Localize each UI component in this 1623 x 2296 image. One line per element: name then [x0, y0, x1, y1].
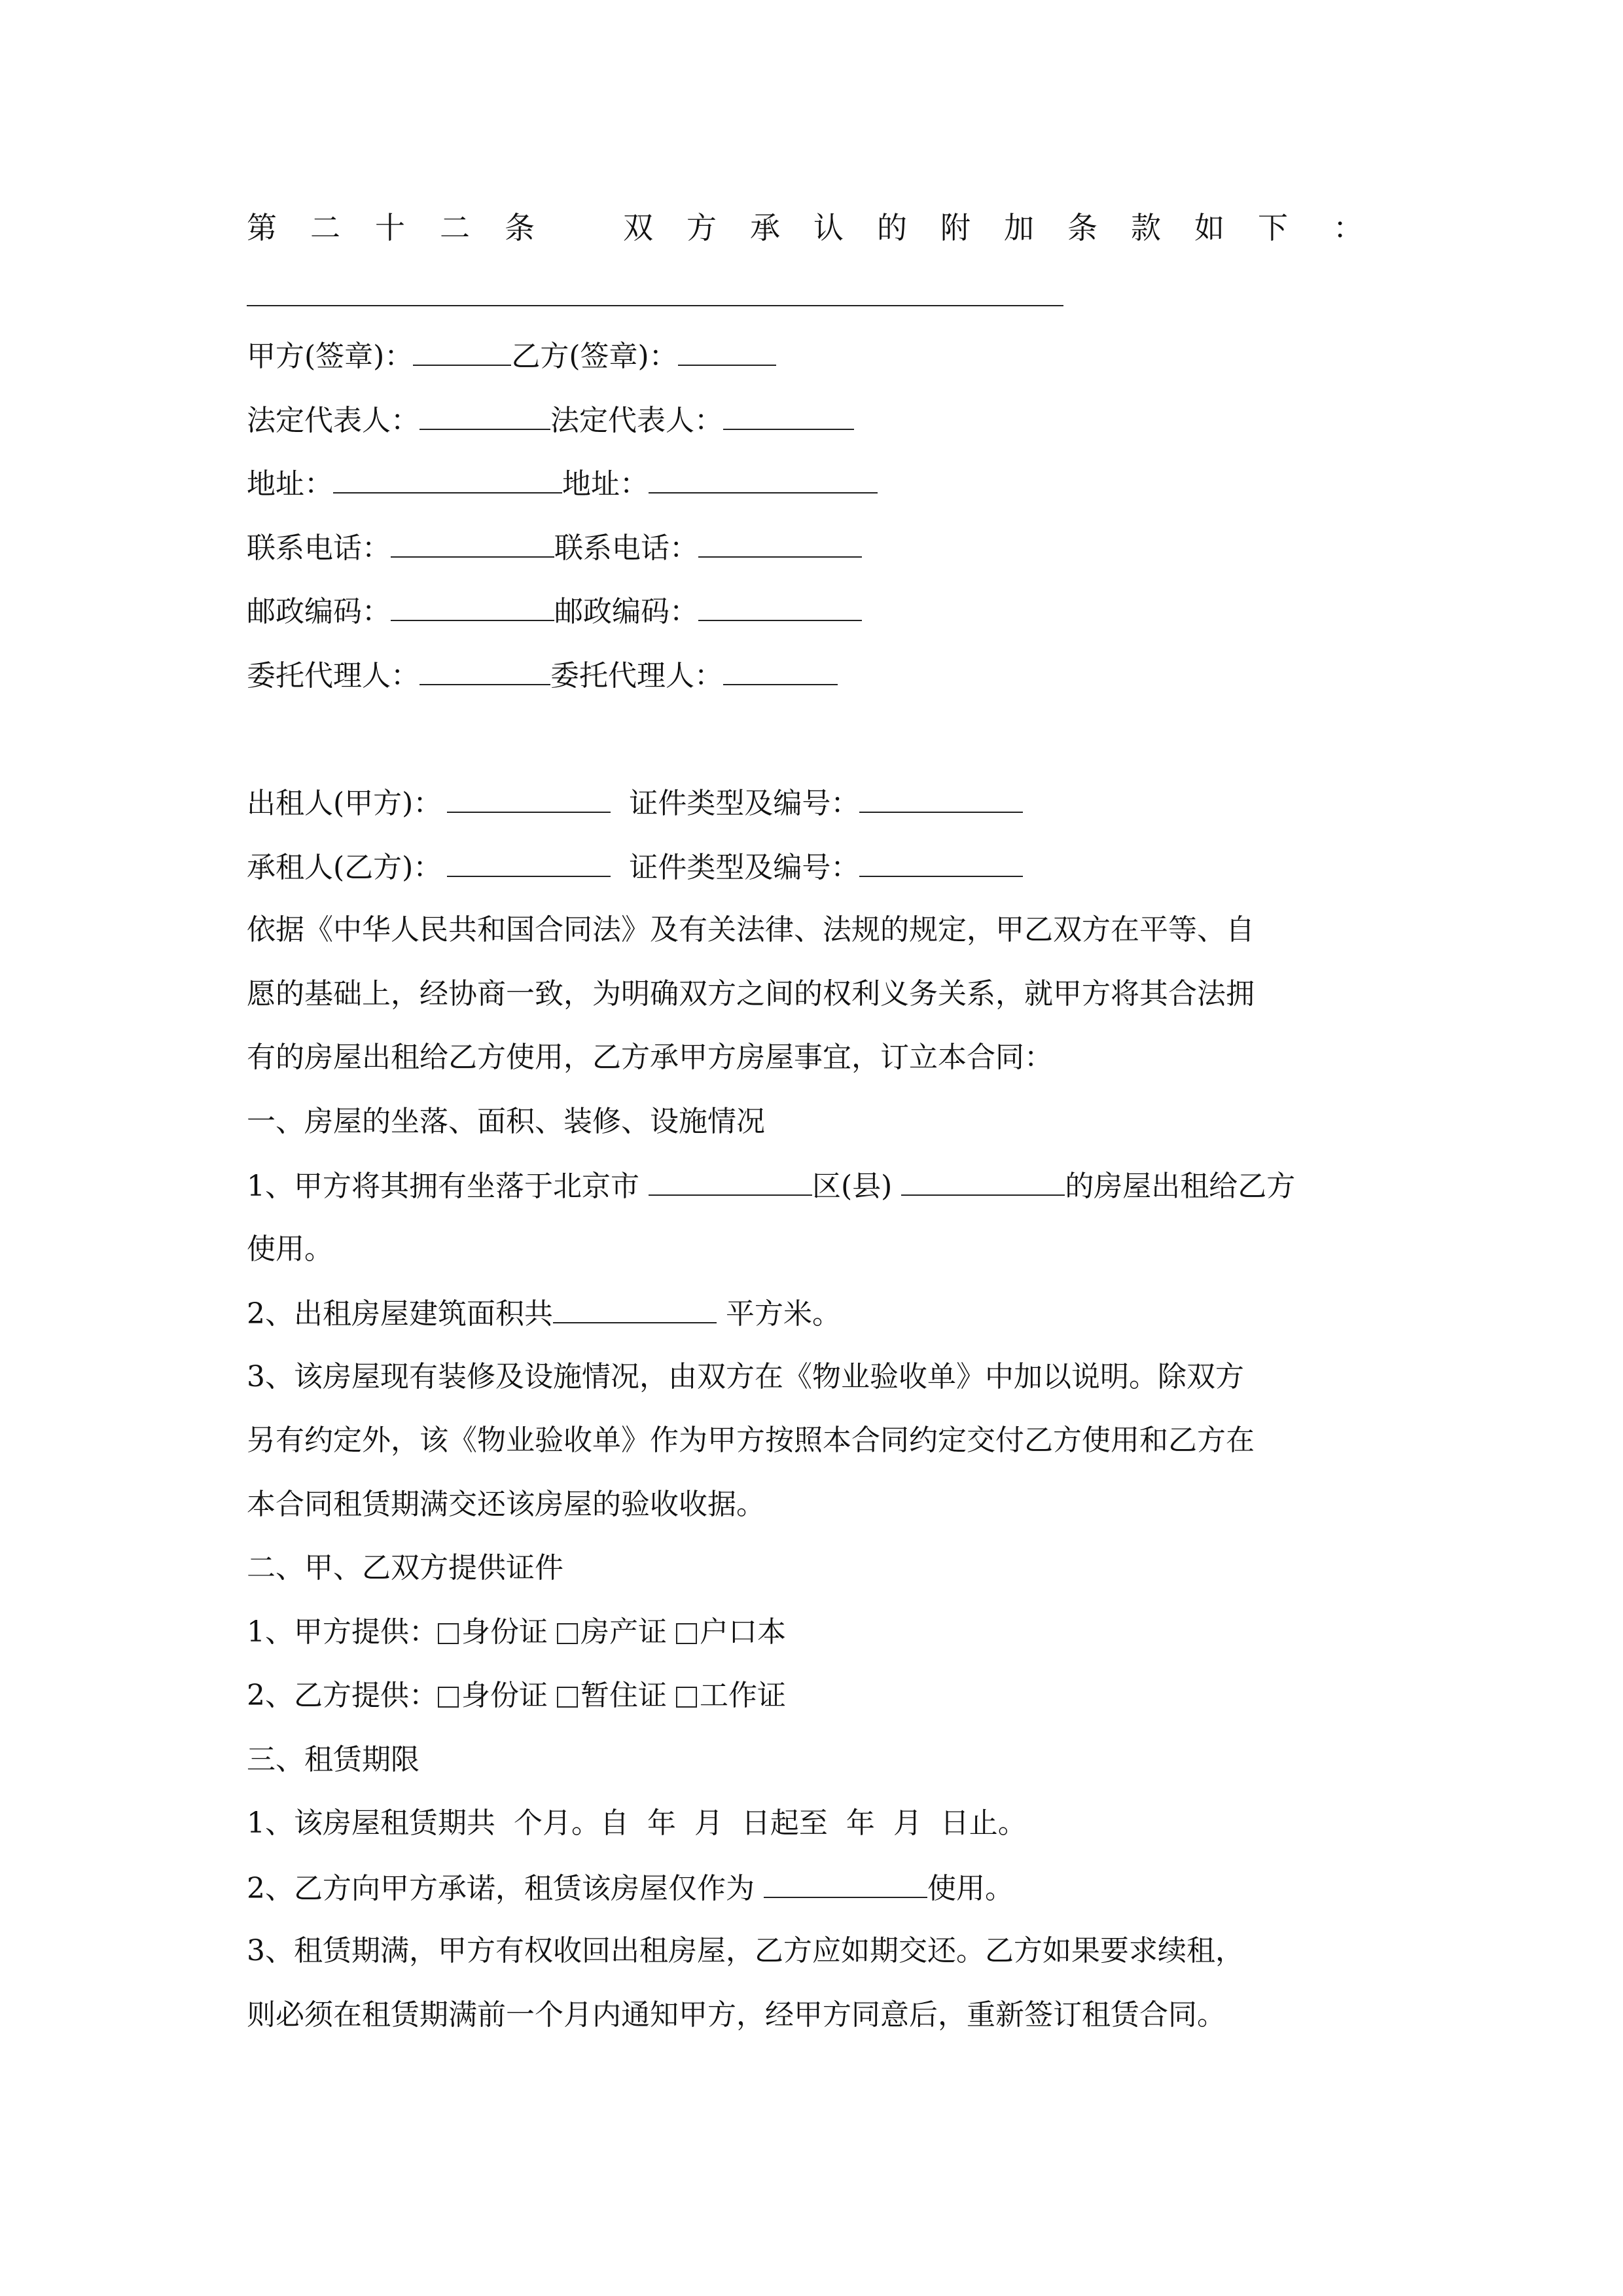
address-a-blank[interactable] — [333, 463, 562, 493]
section-1-item-3: 本合同租赁期满交还该房屋的验收收据。 — [247, 1488, 765, 1521]
clause-char: 附 — [940, 210, 971, 245]
item-label: 1、甲方提供： — [247, 1615, 438, 1649]
phone-a-blank[interactable] — [391, 528, 554, 558]
item-text: 区(县) — [812, 1170, 902, 1203]
party-b-sign-label: 乙方(签章)： — [511, 340, 678, 373]
clause-char: 条 — [1067, 210, 1097, 245]
clause-char: 二 — [440, 210, 470, 245]
clause-char: 条 — [505, 210, 535, 245]
item-text: 1、甲方将其拥有坐落于北京市 — [247, 1170, 649, 1203]
section-3-title: 三、租赁期限 — [247, 1743, 419, 1776]
item-text: 平方米。 — [717, 1297, 841, 1331]
checkbox[interactable] — [557, 1687, 578, 1708]
clause-char: 十 — [375, 210, 405, 245]
postcode-a-blank[interactable] — [391, 591, 554, 621]
area-blank[interactable] — [553, 1293, 717, 1323]
agent-row — [247, 655, 838, 694]
section-2-title: 二、甲、乙双方提供证件 — [247, 1551, 563, 1585]
legal-rep-a-blank[interactable] — [419, 400, 550, 430]
phone-row — [247, 528, 862, 567]
option-label: 工作证 — [700, 1679, 786, 1712]
checkbox[interactable] — [676, 1687, 697, 1708]
lessee-row — [247, 847, 1023, 886]
clause-char: 如 — [1194, 210, 1224, 245]
phone-b-label: 联系电话： — [554, 531, 698, 565]
lessee-label: 承租人(乙方)： — [247, 851, 442, 884]
option-label: 身份证 — [461, 1615, 548, 1649]
postcode-row — [247, 591, 862, 630]
intro-line: 依据《中华人民共和国合同法》及有关法律、法规的规定，甲乙双方在平等、自 — [247, 913, 1255, 946]
agent-b-label: 委托代理人： — [550, 659, 723, 692]
item-text: 2、出租房屋建筑面积共 — [247, 1297, 553, 1331]
item-text: 2、乙方向甲方承诺，租赁该房屋仅作为 — [247, 1872, 764, 1905]
section-1-title: 一、房屋的坐落、面积、装修、设施情况 — [247, 1105, 765, 1138]
section-3-item-2 — [247, 1868, 1014, 1907]
option-label: 身份证 — [461, 1679, 548, 1712]
address-a-label: 地址： — [247, 467, 333, 501]
lessee-id-label: 证件类型及编号： — [629, 851, 860, 884]
item-text: 的房屋出租给乙方 — [1065, 1170, 1296, 1203]
agent-a-blank[interactable] — [419, 655, 550, 685]
legal-rep-a-label: 法定代表人： — [247, 404, 419, 437]
lessor-row — [247, 783, 1023, 822]
clause-22-blank[interactable] — [247, 305, 1063, 306]
clause-char: 款 — [1131, 210, 1161, 245]
agent-a-label: 委托代理人： — [247, 659, 419, 692]
lessor-id-label: 证件类型及编号： — [629, 787, 860, 820]
sign-row — [247, 336, 776, 375]
clause-char: 认 — [813, 210, 844, 245]
section-3-item-3: 3、租赁期满，甲方有权收回出租房屋，乙方应如期交还。乙方如果要求续租， — [247, 1934, 1244, 1967]
legal-rep-b-label: 法定代表人： — [550, 404, 723, 437]
postcode-b-label: 邮政编码： — [554, 595, 698, 628]
address-row — [247, 463, 878, 503]
clause-char: 下 — [1258, 210, 1288, 245]
intro-line: 愿的基础上，经协商一致，为明确双方之间的权利义务关系，就甲方将其合法拥 — [247, 977, 1255, 1011]
option-label: 暂住证 — [580, 1679, 667, 1712]
item-label: 2、乙方提供： — [247, 1679, 438, 1712]
option-label: 户口本 — [700, 1615, 786, 1649]
address-b-label: 地址： — [562, 467, 649, 501]
lessee-id-blank[interactable] — [859, 847, 1023, 877]
intro-line: 有的房屋出租给乙方使用，乙方承甲方房屋事宜，订立本合同： — [247, 1041, 1053, 1074]
legal-rep-row — [247, 400, 854, 439]
checkbox[interactable] — [676, 1623, 697, 1644]
address-b-blank[interactable] — [649, 463, 878, 493]
county-blank[interactable] — [901, 1166, 1065, 1196]
option-label: 房产证 — [580, 1615, 667, 1649]
clause-char: 加 — [1004, 210, 1034, 245]
section-2-item-1 — [247, 1613, 786, 1652]
checkbox[interactable] — [557, 1623, 578, 1644]
clause-char: 第 — [247, 210, 277, 245]
section-1-item-1-cont: 使用。 — [247, 1232, 333, 1266]
section-1-item-1 — [247, 1166, 1295, 1205]
agent-b-blank[interactable] — [723, 655, 838, 685]
clause-char: 承 — [750, 210, 780, 245]
section-1-item-2 — [247, 1293, 841, 1333]
clause-char: 二 — [310, 210, 340, 245]
lessee-blank[interactable] — [447, 847, 611, 877]
lessor-id-blank[interactable] — [859, 783, 1023, 813]
party-a-sign-label: 甲方(签章)： — [247, 340, 414, 373]
phone-a-label: 联系电话： — [247, 531, 391, 565]
section-3-item-3: 则必须在租赁期满前一个月内通知甲方，经甲方同意后，重新签订租赁合同。 — [247, 1998, 1226, 2032]
purpose-blank[interactable] — [764, 1868, 927, 1898]
clause-22-heading — [247, 208, 1363, 250]
party-b-sign-blank[interactable] — [678, 336, 776, 366]
postcode-b-blank[interactable] — [698, 591, 862, 621]
clause-char: 双 — [623, 210, 653, 245]
section-1-item-3: 另有约定外，该《物业验收单》作为甲方按照本合同约定交付乙方使用和乙方在 — [247, 1424, 1255, 1457]
lessor-label: 出租人(甲方)： — [247, 787, 442, 820]
section-3-item-1: 1、该房屋租赁期共 个月。自 年 月 日起至 年 月 日止。 — [247, 1806, 1027, 1840]
clause-char: ： — [1333, 210, 1363, 245]
party-a-sign-blank[interactable] — [413, 336, 511, 366]
checkbox[interactable] — [438, 1623, 459, 1644]
legal-rep-b-blank[interactable] — [723, 400, 854, 430]
lessor-blank[interactable] — [447, 783, 611, 813]
section-1-item-3: 3、该房屋现有装修及设施情况，由双方在《物业验收单》中加以说明。除双方 — [247, 1360, 1244, 1393]
clause-char: 的 — [877, 210, 907, 245]
phone-b-blank[interactable] — [698, 528, 862, 558]
postcode-a-label: 邮政编码： — [247, 595, 391, 628]
clause-char: 方 — [687, 210, 717, 245]
checkbox[interactable] — [438, 1687, 459, 1708]
item-text: 使用。 — [927, 1872, 1014, 1905]
section-2-item-2 — [247, 1676, 786, 1715]
city-district-blank[interactable] — [649, 1166, 812, 1196]
